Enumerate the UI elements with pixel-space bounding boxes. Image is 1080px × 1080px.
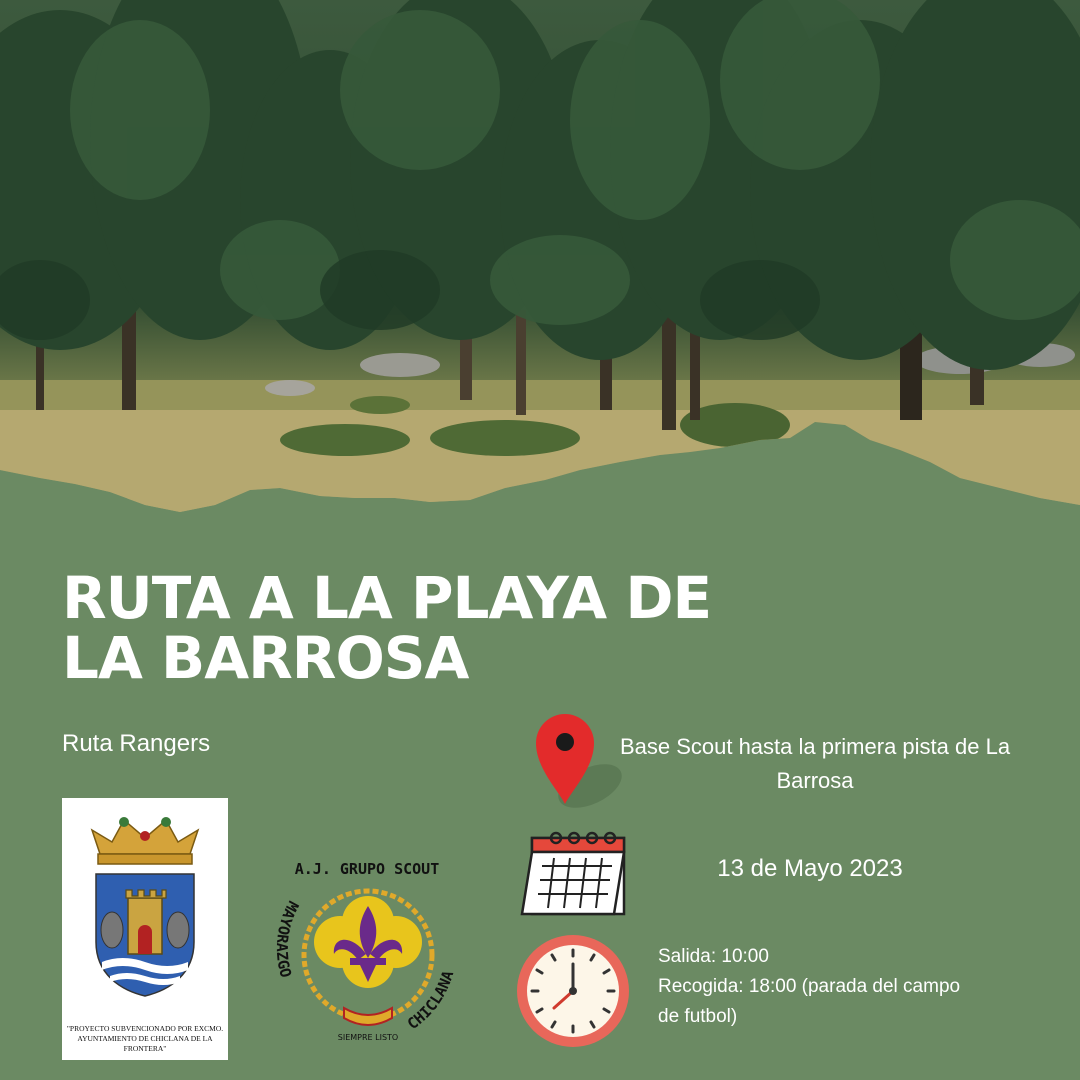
svg-text:MAYORAZGO — [273, 898, 302, 979]
coat-of-arms-icon — [82, 812, 208, 1002]
schedule-text — [658, 942, 978, 1032]
scout-right-text: CHICLANA — [403, 968, 458, 1034]
page-title: RUTA A LA PLAYA DE LA BARROSA — [62, 564, 712, 692]
route-subtitle: Ruta Rangers — [62, 730, 211, 757]
council-caption: "PROYECTO SUBVENCIONADO POR EXCMO. AYUNTAMIENTO DE CHICLANA DE LA FRONTERA" — [66, 1024, 224, 1053]
pickup-time: Recogida: 18:00 (parada del campo de futbol) — [658, 976, 961, 1027]
svg-text:CHICLANA — [404, 969, 457, 1034]
council-logo-card — [62, 798, 228, 1060]
event-date: 13 de Mayo 2023 — [717, 855, 903, 882]
scout-left-text: MAYORAZGO — [272, 898, 303, 980]
location-text: Base Scout hasta la primera pista de La Barrosa — [619, 734, 1011, 793]
departure-time: Salida: 10:00 — [658, 946, 769, 967]
scout-motto: SIEMPRE LISTO — [337, 1033, 399, 1042]
scout-group-logo — [262, 850, 472, 1050]
calendar-icon — [518, 830, 633, 920]
scout-top-text: A.J. GRUPO SCOUT — [294, 860, 440, 878]
clock-icon — [514, 932, 632, 1050]
